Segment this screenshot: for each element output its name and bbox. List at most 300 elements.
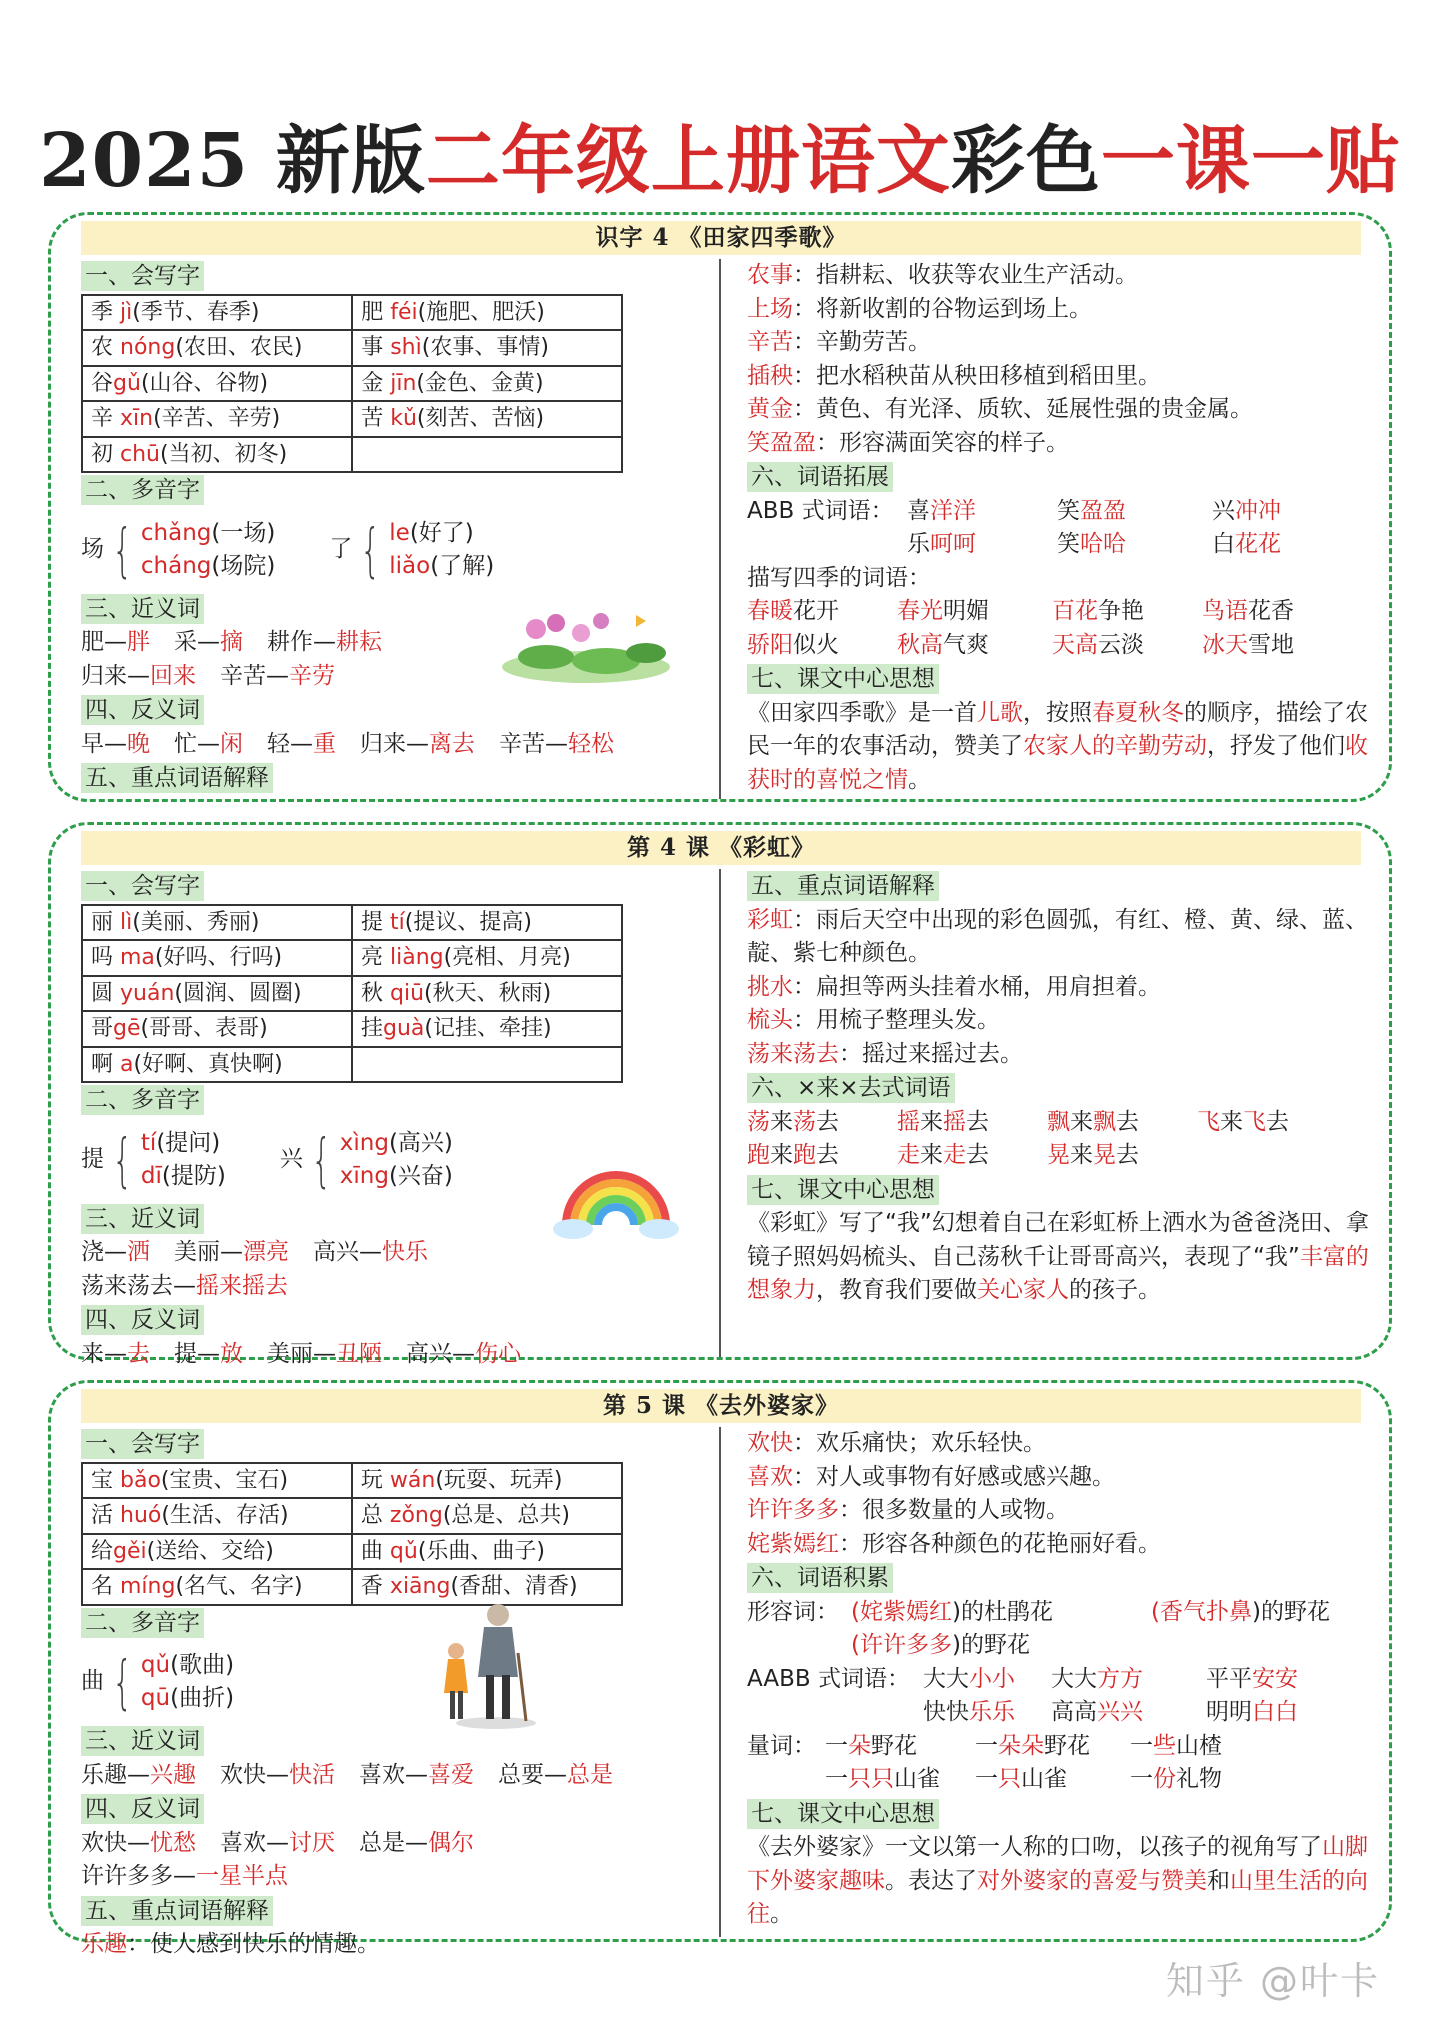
term: 辛苦 — [747, 329, 793, 355]
word-item — [897, 1106, 1047, 1140]
word-part: 一 — [1130, 1732, 1153, 1759]
polyphone-group — [81, 1640, 711, 1724]
word-part: 礼物 — [1176, 1766, 1222, 1792]
character: 季 — [91, 299, 120, 325]
lotus-pond-illustration — [496, 605, 676, 685]
word-item — [897, 629, 1052, 663]
word-item — [975, 1730, 1130, 1764]
word-part: 小小 — [969, 1665, 1015, 1692]
char-cell — [82, 330, 352, 366]
lesson-header: 第 5 课 《去外婆家》 — [81, 1389, 1361, 1423]
word-pair — [267, 629, 382, 655]
pinyin: yuán — [120, 980, 175, 1006]
char-cell — [352, 905, 622, 941]
meaning: ：扁担等两头挂着水桶，用肩担着。 — [793, 973, 1161, 1000]
definition-item — [747, 259, 1387, 293]
paired-word: 晚 — [127, 730, 150, 757]
word-item — [1130, 1730, 1280, 1764]
word-part: 去 — [816, 1108, 839, 1135]
pinyin: tí — [390, 909, 405, 935]
character: 挂 — [361, 1016, 384, 1041]
pinyin: xīng — [339, 1162, 389, 1189]
definition-item — [747, 326, 1387, 360]
word: 荡来荡去— — [81, 1272, 196, 1299]
brace: { — [112, 1125, 133, 1194]
word-item — [897, 1139, 1047, 1173]
text-run: 收获时的喜悦之情 — [747, 733, 1368, 793]
section-heading: 三、近义词 — [81, 1204, 204, 1234]
character: 香 — [360, 1574, 390, 1599]
word-part: )的野花 — [951, 1632, 1030, 1658]
meaning: ：雨后天空中出现的彩色圆弧，有红、橙、黄、绿、蓝、靛、紫七种颜色。 — [747, 906, 1368, 966]
paired-word: 胖 — [127, 629, 150, 655]
aabb-grid — [923, 1663, 1336, 1730]
char-cell — [82, 1498, 352, 1534]
word-part: 白白 — [1252, 1699, 1298, 1725]
word-item — [1130, 1763, 1280, 1797]
synonym-line — [81, 1270, 711, 1304]
char-cell — [82, 940, 352, 976]
word-part: 山雀 — [1021, 1766, 1067, 1792]
central-idea — [747, 697, 1387, 798]
word-pair — [81, 1239, 150, 1265]
meaning: ：黄色、有光泽、质软、延展性强的贵金属。 — [793, 396, 1253, 422]
word-part: 晃 — [1093, 1142, 1116, 1168]
pinyin: kǔ — [390, 406, 417, 431]
word-pair — [359, 1830, 474, 1856]
pinyin: míng — [120, 1574, 176, 1599]
character: 宝 — [91, 1467, 120, 1493]
word-part: 来 — [1070, 1142, 1093, 1168]
word-part: 份 — [1153, 1766, 1176, 1792]
word-item — [825, 1763, 975, 1797]
pinyin: bǎo — [120, 1467, 161, 1493]
writing-table — [81, 904, 623, 1084]
word-pair — [174, 1239, 289, 1265]
word-part: 冰天 — [1202, 631, 1248, 658]
word-item — [907, 495, 1057, 529]
term: 上场 — [747, 295, 793, 322]
word-part: 一 — [1130, 1766, 1153, 1792]
word-part: 野花 — [1044, 1732, 1090, 1759]
word-pair — [81, 629, 150, 655]
brace: { — [360, 515, 381, 584]
word-part: 秋高 — [897, 631, 943, 658]
section-heading: 六、×来×去式词语 — [747, 1073, 955, 1103]
word-pair — [498, 1762, 613, 1788]
example-words: (施肥、肥沃) — [417, 299, 545, 325]
example-words: (金色、金黄) — [416, 370, 544, 396]
word-part: 香气扑鼻 — [1159, 1598, 1252, 1625]
word-item — [1151, 1596, 1381, 1630]
word-part: 兴 — [1212, 497, 1235, 524]
column-divider — [719, 1427, 721, 1937]
term: 姹紫嫣红 — [747, 1530, 839, 1557]
word: 高兴— — [406, 1340, 475, 1367]
word: 乐趣— — [81, 1761, 150, 1788]
text-run: 丰富的想象力 — [747, 1243, 1369, 1303]
paired-word: 重 — [313, 730, 336, 757]
example: (歌曲) — [170, 1652, 235, 1678]
polyphone-item — [329, 517, 494, 583]
pinyin: huó — [120, 1503, 162, 1528]
example-words: (当初、初冬) — [159, 441, 288, 467]
word-item — [851, 1596, 1151, 1630]
char-cell — [82, 437, 352, 473]
word-part: 平平 — [1206, 1665, 1252, 1692]
word: 耕作— — [267, 629, 336, 655]
character: 谷 — [91, 370, 114, 396]
pinyin: a — [120, 1051, 134, 1077]
example-words: (宝贵、宝石) — [160, 1467, 289, 1493]
word-part: 喜 — [907, 497, 930, 524]
pinyin: gē — [113, 1016, 141, 1041]
pinyin: xīn — [120, 406, 154, 431]
word-item — [747, 595, 897, 629]
word-pair — [81, 1762, 196, 1788]
paired-word: 轻松 — [568, 730, 614, 757]
word-item — [1052, 595, 1202, 629]
pinyin: shì — [390, 335, 422, 360]
char-cell — [352, 1047, 622, 1083]
example: (提防) — [161, 1162, 226, 1189]
left-column — [81, 869, 711, 1371]
paired-word: 快活 — [289, 1761, 335, 1788]
lesson-panel-3 — [48, 1380, 1392, 1957]
example-words: (刻苦、苦恼) — [416, 406, 545, 431]
word-part: 笑 — [1057, 497, 1080, 524]
definition-item — [747, 1427, 1387, 1461]
word: 总是— — [359, 1829, 428, 1856]
polyphone-char: 兴 — [279, 1145, 303, 1172]
word-item — [1202, 629, 1352, 663]
section-heading: 四、反义词 — [81, 1794, 204, 1824]
text-run: 山里生活的向往 — [747, 1867, 1368, 1927]
term: 欢快 — [747, 1430, 793, 1456]
word-part: 洋洋 — [930, 497, 976, 524]
definition-item — [747, 971, 1387, 1005]
word-part: 朵朵 — [998, 1732, 1044, 1759]
section-heading: 二、多音字 — [81, 1608, 204, 1638]
lesson-panel-2 — [48, 822, 1392, 1367]
grandma-child-illustration — [426, 1593, 536, 1733]
word-item — [747, 1139, 897, 1173]
word-part: 快快 — [923, 1699, 969, 1725]
word: 浇— — [81, 1239, 127, 1265]
word: 辛苦— — [220, 662, 289, 689]
pinyin: chǎng — [140, 519, 212, 546]
word-part: )的杜鹃花 — [951, 1598, 1053, 1625]
paired-word: 回来 — [150, 662, 196, 689]
text-run: 儿歌 — [977, 699, 1023, 726]
word-pair — [81, 1341, 150, 1367]
word: 美丽— — [174, 1239, 243, 1265]
term: 挑水 — [747, 973, 793, 1000]
word: 欢快— — [81, 1829, 150, 1856]
paired-word: 伤心 — [475, 1340, 521, 1367]
right-column — [747, 259, 1387, 797]
word: 早— — [81, 730, 127, 757]
pinyin: zǒng — [389, 1503, 443, 1528]
word-item — [1212, 528, 1362, 562]
word-part: 荡 — [747, 1108, 770, 1135]
definition-item — [747, 1494, 1387, 1528]
example-words: (提议、提高) — [404, 909, 532, 935]
left-column — [81, 1427, 711, 1962]
word-part: 鸟语 — [1202, 598, 1248, 624]
word-part: 冲冲 — [1235, 497, 1281, 524]
paired-word: 漂亮 — [243, 1239, 289, 1265]
pinyin: liàng — [390, 945, 444, 970]
section-heading: 一、会写字 — [81, 871, 204, 901]
word: 喜欢— — [359, 1761, 428, 1788]
example-words: (名气、名字) — [175, 1574, 303, 1599]
word-part: 雪地 — [1248, 631, 1294, 658]
paired-word: 闲 — [220, 730, 243, 757]
paired-word: 丑陋 — [336, 1340, 382, 1367]
word-part: 摇 — [943, 1108, 966, 1135]
word-part: 争艳 — [1098, 598, 1144, 624]
word-part: 骄阳 — [747, 631, 793, 658]
example-words: (好吗、行吗) — [154, 945, 283, 970]
text-run: 农家人的辛勤劳动 — [1023, 733, 1207, 759]
definition-item — [747, 293, 1387, 327]
left-column — [81, 259, 711, 796]
example-words: (玩耍、玩弄) — [435, 1467, 563, 1493]
character: 哥 — [91, 1016, 114, 1041]
section-heading: 七、课文中心思想 — [747, 1799, 939, 1829]
word-part: 高高 — [1051, 1699, 1097, 1725]
section-heading: 一、会写字 — [81, 261, 204, 291]
section-heading: 六、词语积累 — [747, 1563, 893, 1593]
section-heading: 二、多音字 — [81, 475, 204, 505]
term: 插秧 — [747, 362, 793, 389]
measure-words — [747, 1730, 1387, 1797]
char-cell — [82, 401, 352, 437]
season-label: 描写四季的词语： — [747, 564, 931, 591]
text-run: 关心家人 — [977, 1277, 1069, 1303]
example-words: (农事、事情) — [421, 335, 549, 360]
word: 欢快— — [220, 1761, 289, 1788]
word-part: 去 — [1266, 1108, 1289, 1135]
paired-word: 辛劳 — [289, 662, 335, 689]
pinyin: qū — [140, 1685, 171, 1711]
word-pair — [267, 731, 336, 757]
character: 初 — [91, 441, 120, 467]
example-words: (好啊、真快啊) — [133, 1051, 283, 1077]
word-pair — [220, 1762, 335, 1788]
word-item — [1047, 1106, 1197, 1140]
abb-words — [747, 495, 1387, 562]
character: 啊 — [91, 1051, 120, 1077]
brace: { — [112, 1648, 133, 1716]
pinyin: gěi — [113, 1538, 147, 1564]
paired-word: 去 — [127, 1340, 150, 1367]
word-item — [1212, 495, 1362, 529]
pinyin: tí — [140, 1129, 157, 1156]
word-part: 荡 — [793, 1108, 816, 1135]
antonym-line — [81, 1860, 711, 1894]
central-idea — [747, 1207, 1387, 1308]
word-part: 姹紫嫣红 — [859, 1598, 952, 1625]
word-part: 方方 — [1097, 1665, 1143, 1692]
word: 轻— — [267, 730, 313, 757]
pinyin: liǎo — [389, 552, 431, 579]
polyphone-group — [81, 508, 711, 592]
example: (提问) — [156, 1129, 221, 1156]
character: 玩 — [360, 1467, 390, 1493]
char-cell — [82, 1047, 352, 1083]
text-run: 的孩子。 — [1069, 1277, 1161, 1303]
meaning: ：欢乐痛快；欢乐轻快。 — [793, 1430, 1046, 1456]
aabb-words — [747, 1663, 1387, 1730]
polyphone-char: 提 — [81, 1145, 104, 1172]
word-pair — [174, 1341, 243, 1367]
definition-item — [747, 1528, 1387, 1562]
example: (兴奋) — [388, 1162, 453, 1189]
char-cell — [352, 366, 622, 402]
example-words: (山谷、谷物) — [140, 370, 269, 396]
text-run: 《田家四季歌》是一首 — [747, 699, 977, 726]
polyphone-char: 曲 — [81, 1668, 104, 1695]
word-part: 野花 — [871, 1732, 917, 1759]
word-part: )的野花 — [1251, 1598, 1330, 1625]
aabb-label: AABB 式词语： — [747, 1665, 910, 1692]
section-heading: 五、重点词语解释 — [747, 871, 939, 901]
example-words: (送给、交给) — [146, 1538, 274, 1564]
synonym-line — [81, 1759, 711, 1793]
example-words: (季节、春季) — [132, 299, 260, 325]
word-part: 一 — [975, 1732, 998, 1759]
meaning: ：摇过来摇过去。 — [839, 1040, 1023, 1067]
char-cell — [352, 1498, 622, 1534]
section-heading: 五、重点词语解释 — [81, 763, 273, 793]
definition-item — [747, 393, 1387, 427]
word-pair — [220, 663, 335, 689]
word: 高兴— — [313, 1239, 382, 1265]
x-lai-x-qu-words — [747, 1106, 1387, 1173]
word: 喜欢— — [220, 1829, 289, 1856]
pinyin: lì — [120, 909, 133, 935]
word-part: 白 — [1212, 531, 1235, 557]
word: 许许多多— — [81, 1863, 196, 1889]
example: (曲折) — [170, 1685, 235, 1711]
word: 肥— — [81, 629, 127, 655]
term: 笑盈盈 — [747, 429, 816, 456]
word: 来— — [81, 1340, 127, 1367]
text-run: 。 — [908, 766, 931, 793]
right-column — [747, 869, 1387, 1308]
word-part: 大大 — [1051, 1665, 1097, 1692]
word-part: 花花 — [1235, 531, 1281, 557]
section-heading: 一、会写字 — [81, 1429, 204, 1459]
paired-word: 一星半点 — [196, 1863, 288, 1889]
character: 事 — [361, 335, 391, 360]
character: 曲 — [360, 1538, 390, 1564]
season-words — [747, 595, 1387, 662]
pinyin: jì — [120, 299, 133, 325]
section-heading: 三、近义词 — [81, 594, 204, 624]
word-item — [1051, 1696, 1206, 1730]
word-pair — [81, 1830, 196, 1856]
char-cell — [82, 1011, 352, 1047]
pinyin: jīn — [390, 370, 417, 396]
word-part: 呵呵 — [930, 531, 976, 557]
section-heading: 五、重点词语解释 — [81, 1896, 273, 1926]
central-idea — [747, 1831, 1387, 1932]
pinyin: cháng — [140, 552, 212, 579]
word-part: 来 — [920, 1108, 943, 1135]
char-cell — [82, 1569, 352, 1605]
char-cell — [352, 976, 622, 1012]
term: 许许多多 — [747, 1497, 839, 1523]
example: (场院) — [211, 552, 276, 579]
text-run: 山脚下外婆家趣味 — [747, 1834, 1368, 1894]
pinyin: gǔ — [113, 370, 141, 396]
example-words: (乐曲、曲子) — [417, 1538, 546, 1564]
word-part: 飘 — [1093, 1108, 1116, 1135]
word-pair — [313, 1239, 428, 1265]
example-words: (哥哥、表哥) — [140, 1016, 268, 1041]
word-item — [1202, 595, 1352, 629]
paired-word: 放 — [220, 1340, 243, 1367]
brace: { — [311, 1125, 332, 1194]
column-divider — [719, 259, 721, 799]
polyphone-item — [81, 1649, 234, 1715]
polyphone-item — [81, 517, 275, 583]
text-run: 。 — [770, 1901, 793, 1927]
abb-label: ABB 式词语： — [747, 497, 894, 524]
pinyin: dī — [140, 1162, 162, 1189]
text-run: 对外婆家的喜爱与赞美 — [977, 1867, 1207, 1894]
definition-item — [747, 1461, 1387, 1495]
paired-word: 总是 — [567, 1761, 613, 1788]
character: 活 — [91, 1503, 120, 1528]
word-part: 来 — [920, 1142, 943, 1168]
paired-word: 兴趣 — [150, 1761, 196, 1788]
pinyin: guà — [383, 1016, 425, 1041]
word-item — [747, 1106, 897, 1140]
example-words: (记挂、牵挂) — [424, 1016, 552, 1041]
example: (了解) — [430, 552, 495, 579]
text-run: 的顺序，描绘了农民一年的农事活动，赞美了 — [747, 699, 1368, 759]
section-heading: 七、课文中心思想 — [747, 1175, 939, 1205]
definition-item — [747, 360, 1387, 394]
word-part: 盈盈 — [1080, 497, 1126, 524]
word-part: 去 — [1116, 1142, 1139, 1168]
definition-item — [747, 1004, 1387, 1038]
word-part: 许许多多 — [859, 1632, 952, 1658]
example-words: (香甜、清香) — [450, 1574, 578, 1599]
text-run: 。表达了 — [885, 1867, 977, 1894]
word-part: 明媚 — [943, 598, 989, 624]
term: 荡来荡去 — [747, 1040, 839, 1067]
pinyin: xiāng — [389, 1574, 451, 1599]
example-words: (总是、总共) — [442, 1503, 571, 1528]
character: 提 — [361, 909, 390, 935]
word-part: 摇 — [897, 1108, 920, 1135]
polyphone-item — [280, 1127, 453, 1193]
word-part: 乐乐 — [969, 1699, 1015, 1725]
word-part: 一 — [825, 1766, 848, 1792]
word-item — [1057, 495, 1212, 529]
character: 金 — [361, 370, 391, 396]
pinyin: qǔ — [140, 1652, 171, 1678]
character: 亮 — [361, 945, 390, 970]
brace: { — [112, 515, 133, 584]
word-part: 来 — [770, 1108, 793, 1135]
word-part: 去 — [966, 1142, 989, 1168]
